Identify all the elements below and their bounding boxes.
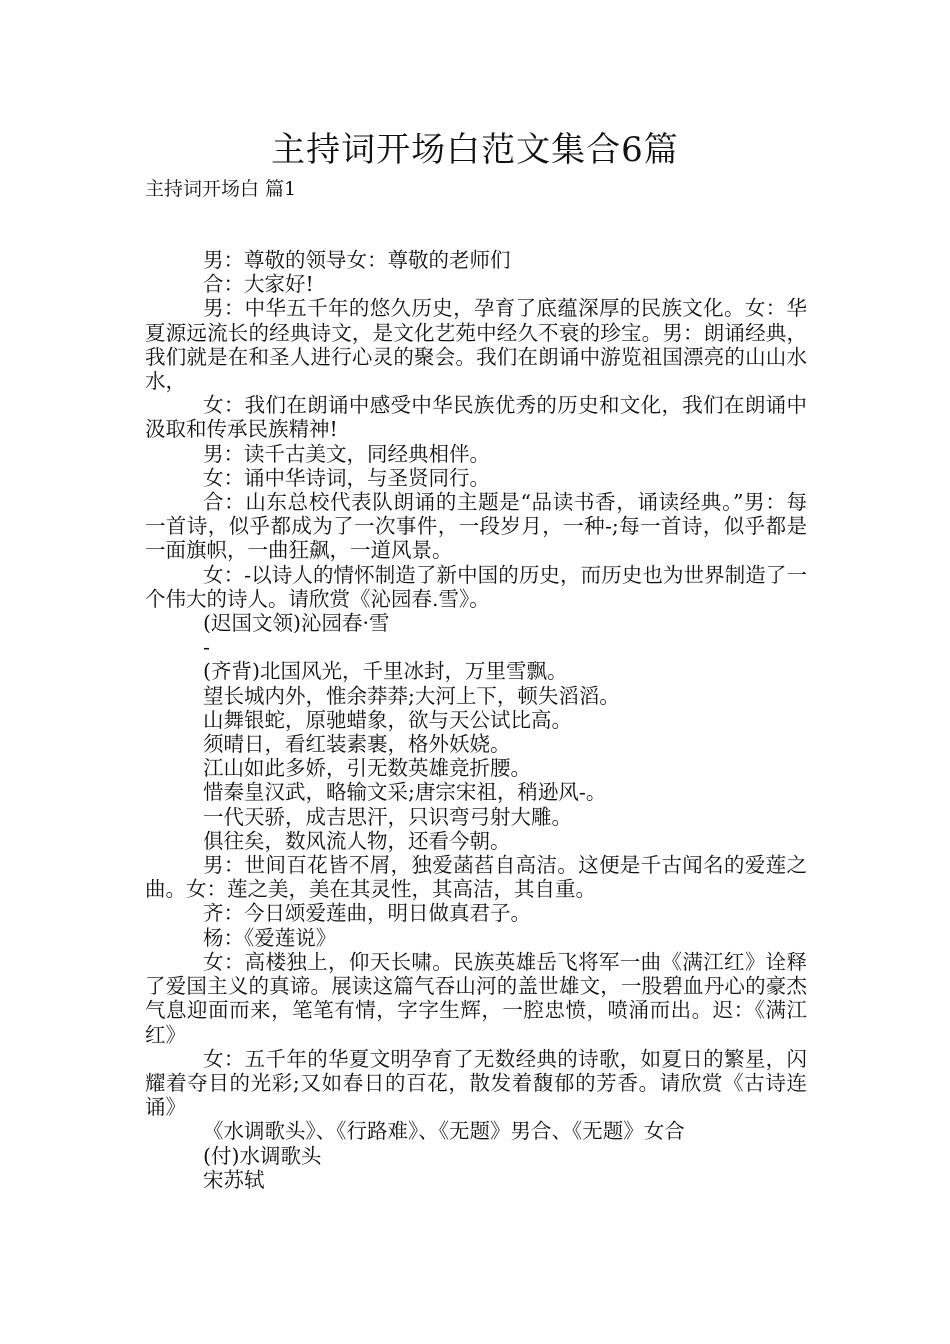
poem-line: 山舞银蛇，原驰蜡象，欲与天公试比高。 (203, 707, 572, 732)
section-heading: 主持词开场白 篇1 (145, 178, 297, 200)
paragraph: 女：我们在朗诵中感受中华民族优秀的历史和文化，我们在朗诵中汲取和传承民族精神! (145, 393, 807, 442)
paragraph: 男：读千古美文，同经典相伴。 (203, 441, 490, 466)
paragraph: 男：世间百花皆不屑，独爱菡萏自高洁。这便是千古闻名的爱莲之曲。女：莲之美，美在其灵性，其高洁，其自重。 (145, 853, 807, 902)
paragraph: 宋苏轼 (203, 1167, 265, 1192)
poem-line: 一代天骄，成吉思汗，只识弯弓射大雕。 (203, 804, 572, 829)
paragraph: - (203, 635, 210, 660)
poem-line: 须晴日，看红装素裹，格外妖娆。 (203, 732, 511, 757)
paragraph: 合：大家好! (203, 272, 314, 297)
poem-line: (齐背)北国风光，千里冰封，万里雪飘。 (203, 659, 568, 684)
paragraph: 男：尊敬的领导女：尊敬的老师们 (203, 248, 511, 272)
poem-line: 望长城内外，惟余莽莽;大河上下，顿失滔滔。 (203, 683, 620, 708)
paragraph: 女：高楼独上，仰天长啸。民族英雄岳飞将军一曲《满江红》诠释了爱国主义的真谛。展读这篇气吞山河的盖世雄文，一股碧血丹心的豪杰气息迎面而来，笔笔有情，字字生辉，一腔忠愤，喷涌而出。迟：《满江红》 (145, 949, 807, 1047)
paragraph: (迟国文领)沁园春·雪 (203, 611, 390, 636)
poem-line: 俱往矣，数风流人物，还看今朝。 (203, 828, 511, 853)
paragraph: 杨：《爱莲说》 (203, 925, 337, 950)
document-body (145, 248, 807, 1192)
poem-line: 江山如此多娇，引无数英雄竞折腰。 (203, 756, 531, 781)
document-title: 主持词开场白范文集合6篇 (271, 130, 679, 170)
paragraph: (付)水调歌头 (203, 1143, 322, 1168)
paragraph: 《水调歌头》、《行路难》、《无题》男合、《无题》女合 (203, 1119, 685, 1144)
paragraph: 女：-以诗人的情怀制造了新中国的历史，而历史也为世界制造了一个伟大的诗人。请欣赏《沁园春.雪》。 (145, 562, 807, 611)
paragraph: 女：五千年的华夏文明孕育了无数经典的诗歌，如夏日的繁星，闪耀着夺目的光彩;又如春日的百花，散发着馥郁的芳香。请欣赏《古诗连诵》 (145, 1046, 807, 1120)
paragraph: 齐：今日颂爱莲曲，明日做真君子。 (203, 901, 531, 926)
poem-line: 惜秦皇汉武，略输文采;唐宗宋祖，稍逊风-。 (203, 780, 607, 805)
paragraph: 男：中华五千年的悠久历史，孕育了底蕴深厚的民族文化。女：华夏源远流长的经典诗文，是文化艺苑中经久不衰的珍宝。男：朗诵经典，我们就是在和圣人进行心灵的聚会。我们在朗诵中游览祖国漂亮的山山水水， (145, 296, 807, 394)
paragraph: 女：诵中华诗词，与圣贤同行。 (203, 465, 490, 490)
paragraph: 合：山东总校代表队朗诵的主题是“品读书香，诵读经典。”男：每一首诗，似乎都成为了一次事件，一段岁月，一种-;每一首诗，似乎都是一面旗帜，一曲狂飙，一道风景。 (145, 490, 807, 563)
